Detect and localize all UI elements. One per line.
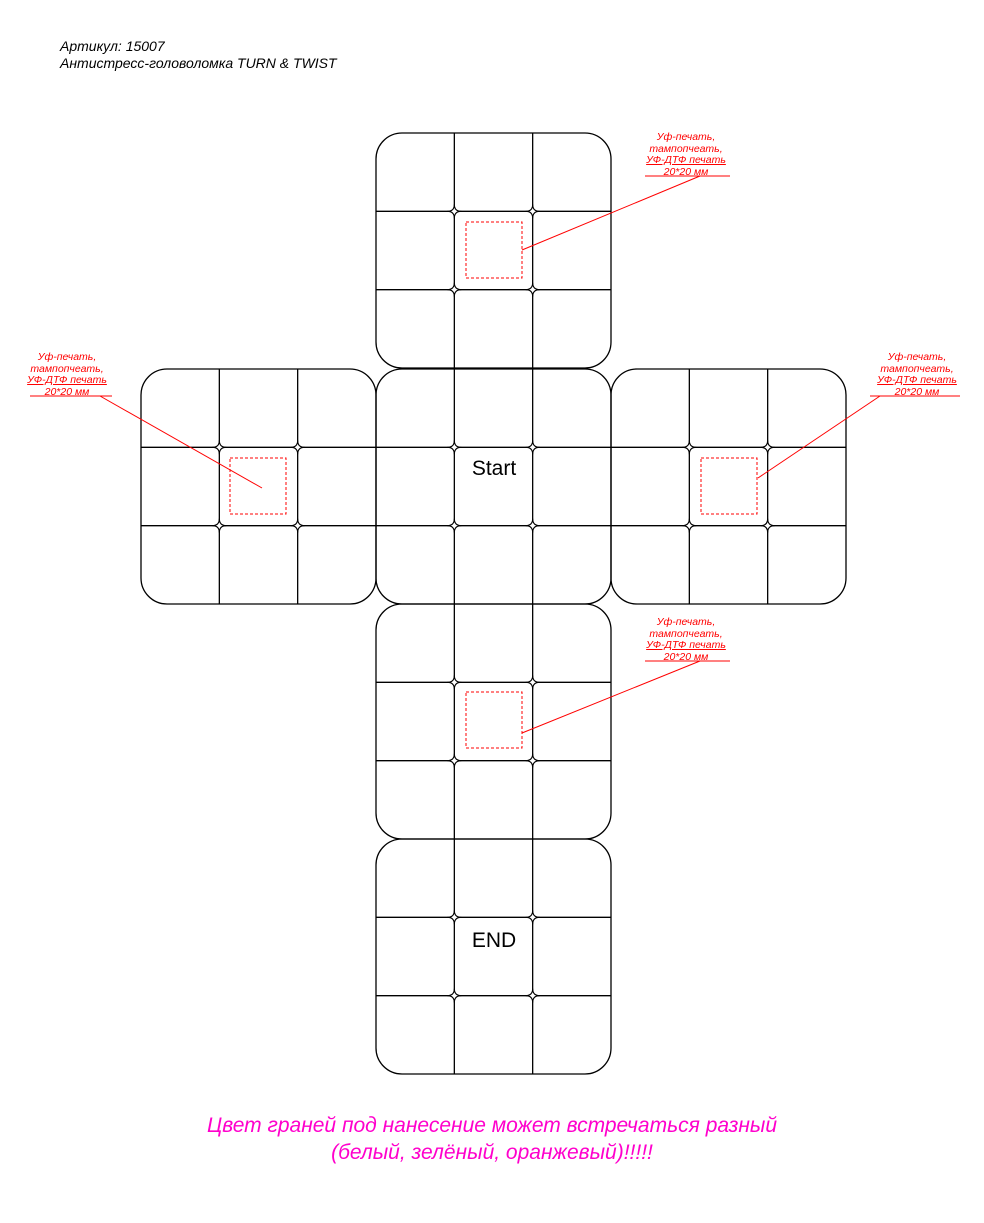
face-right-corner-notch — [761, 519, 775, 533]
callout-left-line3: УФ-ДТФ печать — [27, 374, 107, 386]
callout-right-line3: УФ-ДТФ печать — [877, 374, 957, 386]
print-area-top — [466, 222, 522, 278]
callout-bottom-line4: 20*20 мм — [663, 650, 709, 663]
face-bottom-1-corner-notch — [447, 754, 461, 768]
callout-top-line4: 20*20 мм — [663, 165, 709, 178]
face-bottom-2-corner-notch — [526, 910, 540, 924]
face-center-corner-notch — [526, 519, 540, 533]
face-bottom-2-corner-notch — [447, 989, 461, 1003]
face-right-corner-notch — [761, 440, 775, 454]
face-bottom-1-corner-notch — [447, 675, 461, 689]
print-area-right — [701, 458, 757, 514]
print-areas — [230, 222, 757, 748]
face-bottom-2-outline — [376, 839, 611, 1074]
print-area-bottom — [466, 692, 522, 748]
face-center-corner-notch — [526, 440, 540, 454]
face-top-outline — [376, 133, 611, 368]
callout-top-line1: Уф-печать, — [656, 131, 716, 143]
callout-left-line1: Уф-печать, — [37, 351, 97, 363]
face-bottom-1 — [376, 604, 611, 839]
face-right-corner-notch — [682, 519, 696, 533]
callout-left-line4: 20*20 мм — [44, 385, 90, 398]
callout-bottom-line2: тампопчеать, — [649, 627, 723, 640]
callout-right — [862, 352, 972, 398]
callout-left — [12, 352, 122, 398]
callout-top — [631, 132, 741, 178]
face-top-corner-notch — [447, 204, 461, 218]
face-bottom-2-corner-notch — [447, 910, 461, 924]
callout-right-line1: Уф-печать, — [887, 351, 947, 363]
face-bottom-2-corner-notch — [526, 989, 540, 1003]
callout-right-line4: 20*20 мм — [894, 385, 940, 398]
face-right — [611, 369, 846, 604]
face-top-corner-notch — [447, 283, 461, 297]
callout-leaders — [30, 176, 960, 733]
face-left-corner-notch — [291, 519, 305, 533]
callout-bottom-line1: Уф-печать, — [656, 616, 716, 628]
face-left-corner-notch — [212, 440, 226, 454]
callout-top-line3: УФ-ДТФ печать — [646, 154, 726, 166]
footer-note — [0, 1112, 984, 1166]
leader-right — [758, 396, 880, 478]
face-right-corner-notch — [682, 440, 696, 454]
face-bottom-1-corner-notch — [526, 754, 540, 768]
footer-line-2: (белый, зелёный, оранжевый)!!!!! — [331, 1141, 653, 1164]
footer-line-1: Цвет граней под нанесение может встречаться разный — [206, 1114, 778, 1137]
face-left-corner-notch — [212, 519, 226, 533]
product-name: Антистресс-головоломка TURN & TWIST — [60, 55, 337, 71]
face-right-outline — [611, 369, 846, 604]
face-left-corner-notch — [291, 440, 305, 454]
callout-top-line2: тампопчеать, — [649, 142, 723, 155]
face-center-outline — [376, 369, 611, 604]
face-bottom-2 — [376, 839, 611, 1074]
face-top-corner-notch — [526, 283, 540, 297]
face-center-corner-notch — [447, 440, 461, 454]
callout-bottom — [631, 617, 741, 663]
leader-left — [100, 396, 262, 488]
article-number: Артикул: 15007 — [60, 38, 165, 54]
callout-left-line2: тампопчеать, — [30, 362, 104, 375]
callout-right-line2: тампопчеать, — [880, 362, 954, 375]
start-label: Start — [471, 457, 517, 480]
callout-bottom-line3: УФ-ДТФ печать — [646, 639, 726, 651]
end-label: END — [471, 929, 517, 952]
face-top — [376, 133, 611, 368]
face-bottom-1-outline — [376, 604, 611, 839]
face-bottom-1-corner-notch — [526, 675, 540, 689]
face-center — [376, 369, 611, 604]
face-center-corner-notch — [447, 519, 461, 533]
face-top-corner-notch — [526, 204, 540, 218]
